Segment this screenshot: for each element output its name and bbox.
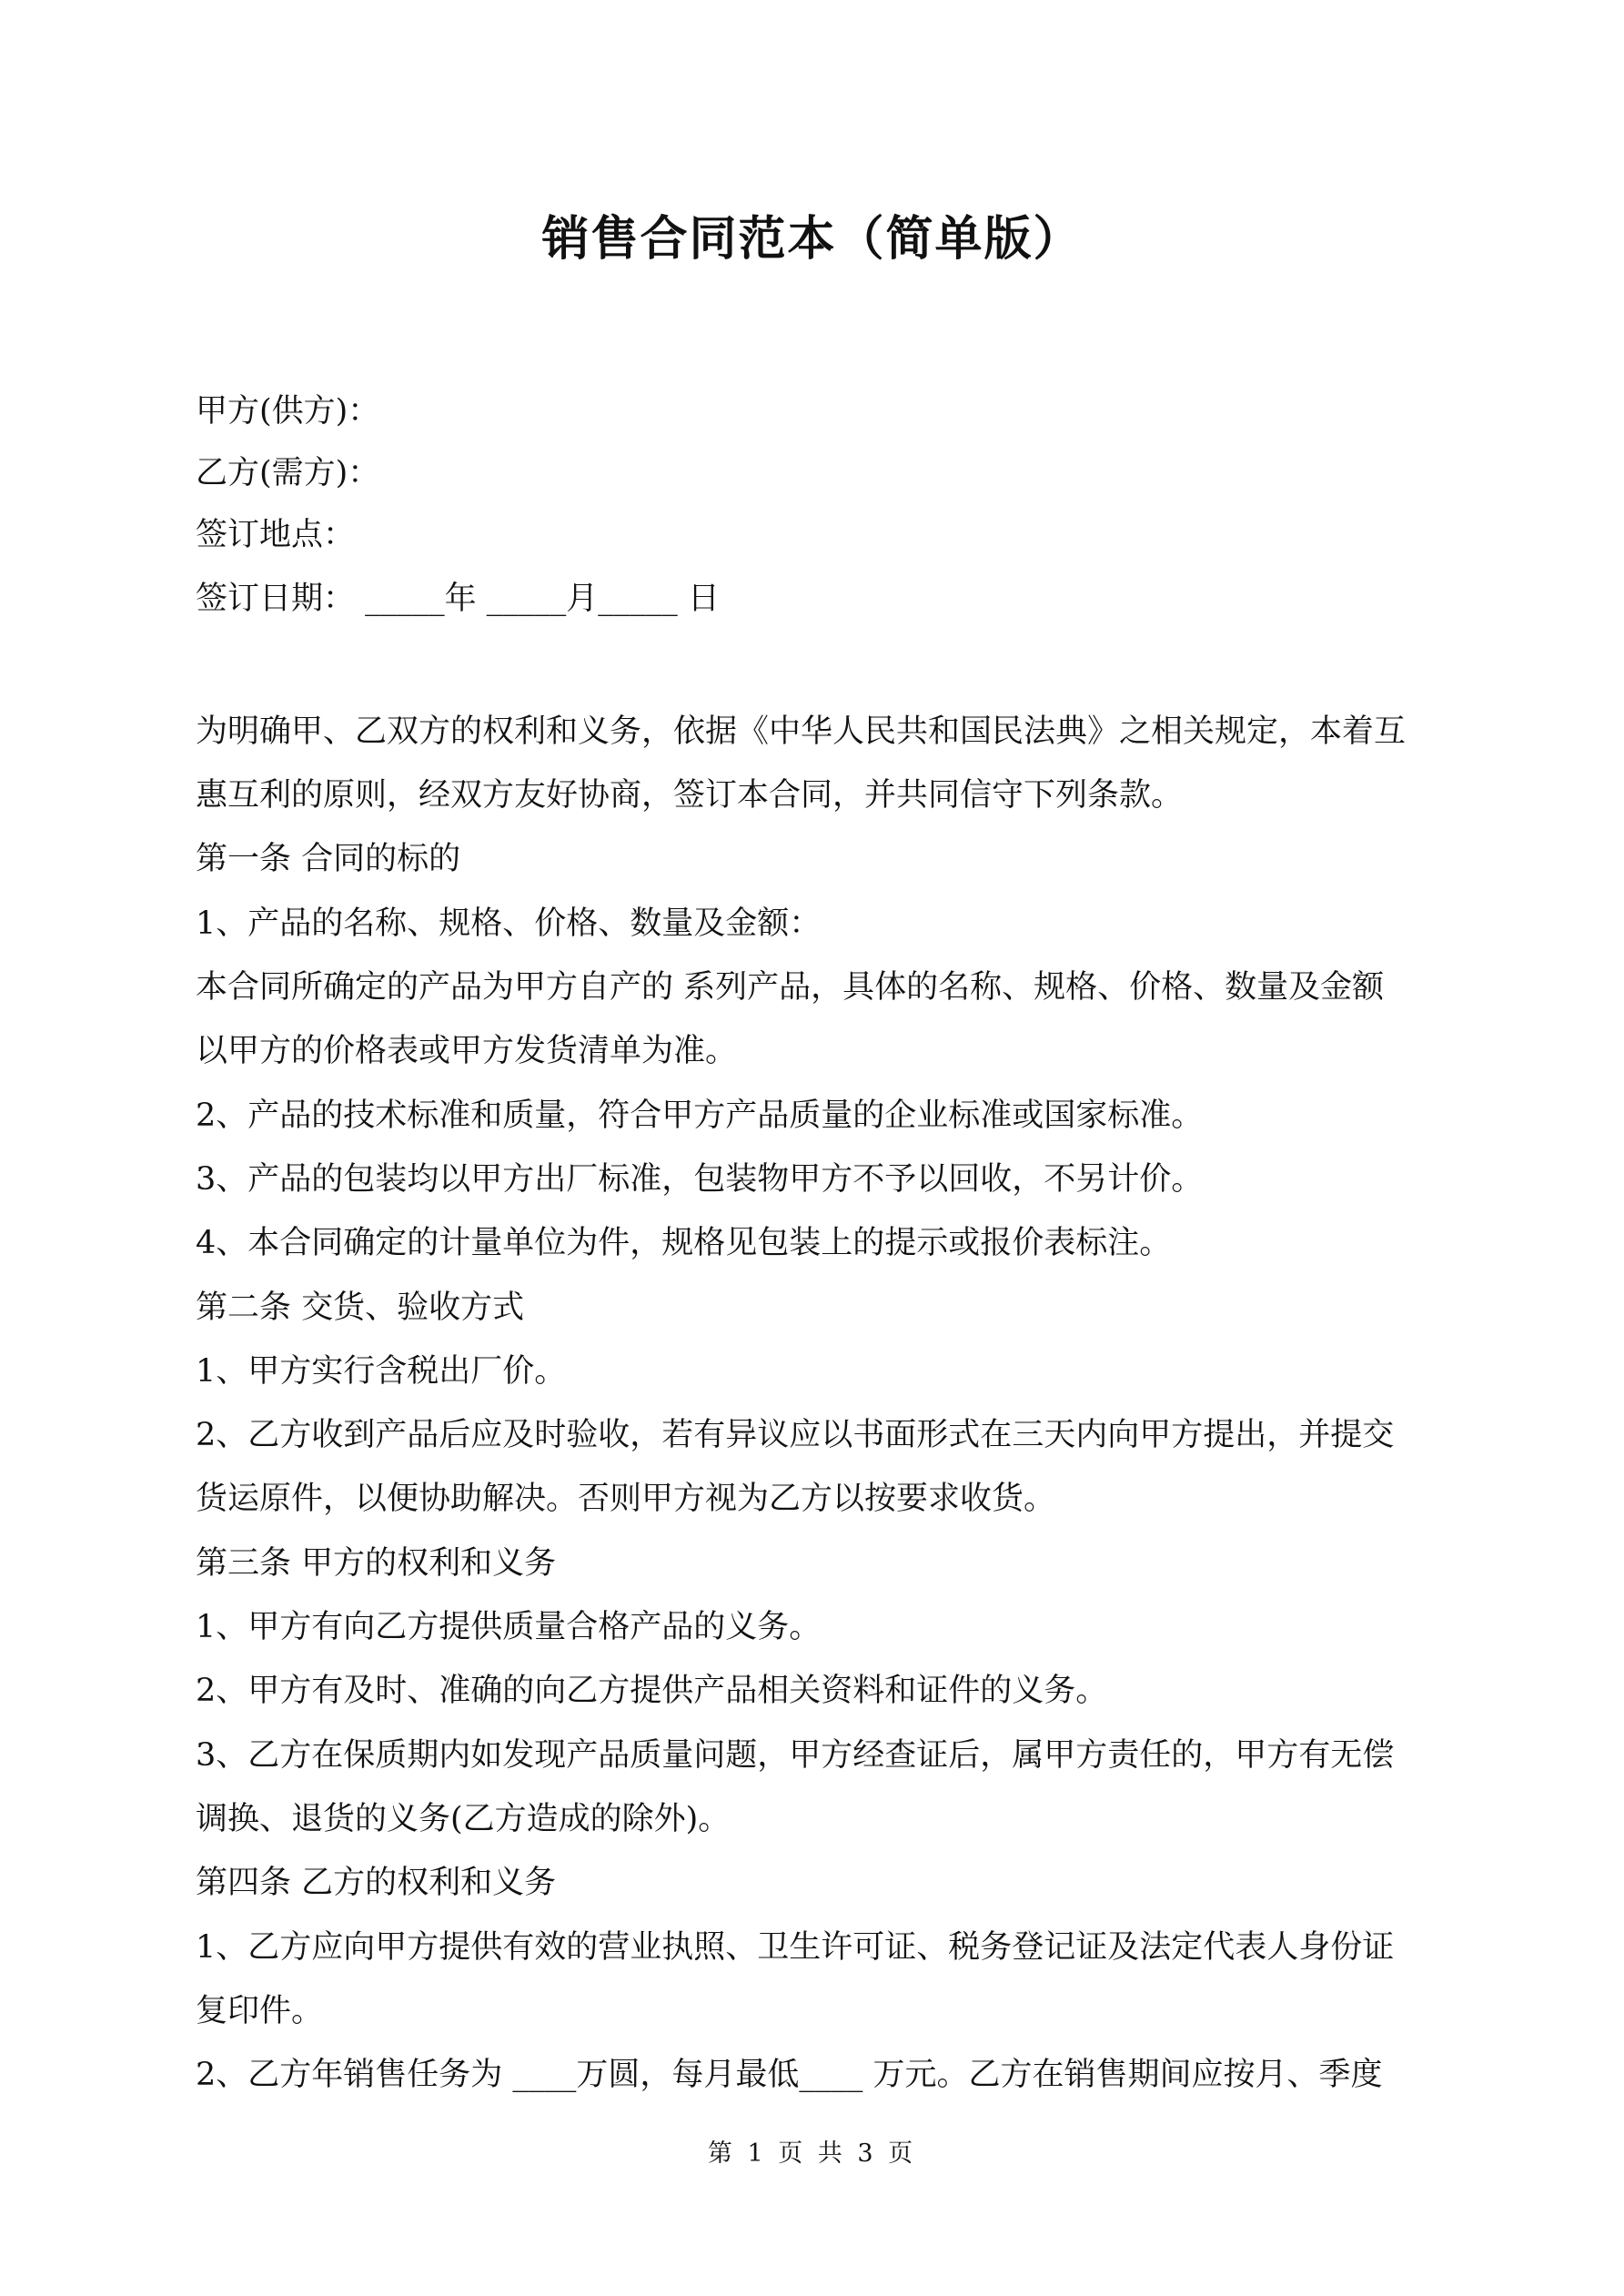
party-b-field: 乙方(需方)： [196, 455, 380, 491]
body-line: 1、甲方有向乙方提供质量合格产品的义务。 [196, 1609, 822, 1645]
body-line: 复印件。 [196, 1993, 324, 2029]
body-line: 本合同所确定的产品为甲方自产的 系列产品，具体的名称、规格、价格、数量及金额 [196, 969, 1385, 1006]
body-line: 4、本合同确定的计量单位为件，规格见包装上的提示或报价表标注。 [196, 1225, 1172, 1261]
body-line: 1、甲方实行含税出厂价。 [196, 1353, 567, 1390]
body-line: 2、乙方收到产品后应及时验收，若有异议应以书面形式在三天内向甲方提出，并提交 [196, 1417, 1395, 1453]
body-line: 以甲方的价格表或甲方发货清单为准。 [196, 1033, 738, 1069]
body-line: 3、乙方在保质期内如发现产品质量问题，甲方经查证后，属甲方责任的，甲方有无偿 [196, 1737, 1395, 1774]
article-heading: 第四条 乙方的权利和义务 [196, 1865, 557, 1901]
article-heading: 第三条 甲方的权利和义务 [196, 1545, 557, 1582]
body-line: 货运原件，以便协助解决。否则甲方视为乙方以按要求收货。 [196, 1481, 1056, 1517]
body-line: 调换、退货的义务(乙方造成的除外)。 [196, 1801, 731, 1837]
article-heading: 第二条 交货、验收方式 [196, 1290, 525, 1326]
body-line: 3、产品的包装均以甲方出厂标准，包装物甲方不予以回收，不另计价。 [196, 1161, 1204, 1198]
body-line: 1、产品的名称、规格、价格、数量及金额： [196, 905, 822, 942]
body-line: 2、甲方有及时、准确的向乙方提供产品相关资料和证件的义务。 [196, 1673, 1108, 1709]
signing-place-field: 签订地点： [196, 517, 356, 553]
document-title: 销售合同范本（简单版） [541, 212, 1083, 267]
body-line: 1、乙方应向甲方提供有效的营业执照、卫生许可证、税务登记证及法定代表人身份证 [196, 1929, 1395, 1966]
article-heading: 第一条 合同的标的 [196, 841, 461, 877]
body-line: 为明确甲、乙双方的权利和义务，依据《中华人民共和国民法典》之相关规定，本着互 [196, 713, 1407, 750]
signing-date-field: 签订日期： _____年 _____月_____ 日 [196, 581, 720, 617]
party-a-field: 甲方(供方)： [196, 393, 380, 430]
body-line: 2、乙方年销售任务为 ____万圆，每月最低____ 万元。乙方在销售期间应按月、季度 [196, 2057, 1383, 2093]
body-line: 2、产品的技术标准和质量，符合甲方产品质量的企业标准或国家标准。 [196, 1097, 1204, 1134]
body-line: 惠互利的原则，经双方友好协商，签订本合同，并共同信守下列条款。 [196, 777, 1184, 814]
page-number-footer: 第 1 页 共 3 页 [707, 2139, 917, 2168]
